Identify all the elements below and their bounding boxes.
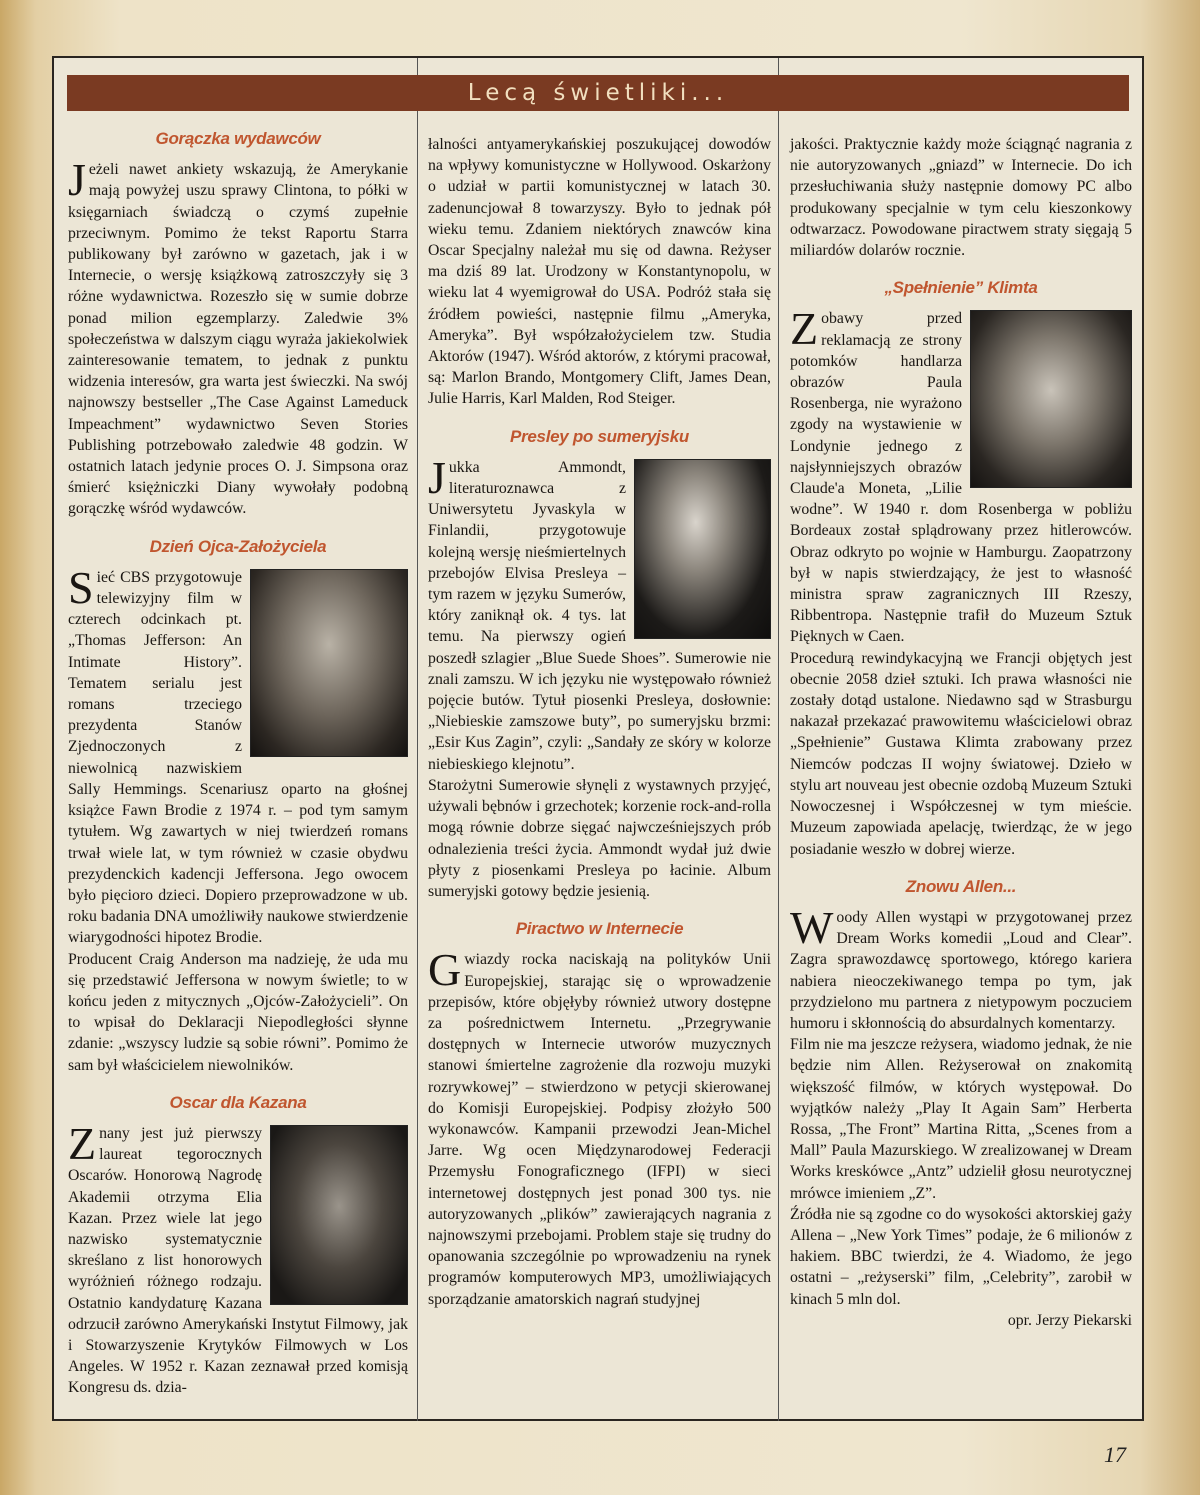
- drop-cap: J: [68, 154, 86, 206]
- heading-spelnienie-klimta: „Spełnienie” Klimta: [884, 278, 1038, 298]
- drop-cap: G: [428, 944, 462, 996]
- article-piractwo: [428, 944, 771, 1309]
- author-signature: opr. Jerzy Piekarski: [1007, 1311, 1132, 1329]
- article-text: wiazdy rocka naciskają na polityków Unii Europejskiej, starając się o wprowadzenie przepisów, które objęłyby również utwory dostępne za pośrednictwem Internetu. „Przegrywanie dostępnych w Internecie utworów muzycznych stanowi śmiertelne zagrożenie dla rozwoju muzyki rozrywkowej” – stwierdzono w petycji skierowanej do Komisji Europejskiej. Podpisy złożyło 500 wykonawców. Kampanii przewodzi Jean-Michel Jarre. Wg ocen Międzynarodowej Federacji Przemysłu Fonograficznego (IFPI) w sieci internetowej dostępnych jest ponad 300 tys. nie autoryzowanych „plików” zawierających nagrania z najnowszymi przebojami. Problem staje się trudny do opanowania szczególnie po wprowadzeniu na rynek programów komputerowych MP3, umożliwiających sporządzanie amatorskich nagrań studyjnej: [428, 951, 771, 1308]
- article-text: nany jest już pierwszy laureat tegorocznych Oscarów. Honorową Nagrodę Akademii otrzyma Elia Kazan. Przez wiele lat jego nazwisko systematycznie skreślano z list honorowych wyróżnień różnego rodzaju. Ostatnio kandydaturę Kazana odrzucił zarówno Amerykański Instytut Filmowy, jak i Stowarzyszenie Krytyków Filmowych w Los Angeles. W 1952 r. Kazan zeznawał przed komisją Kongresu ds. dzia-: [68, 1124, 408, 1397]
- column-divider: [778, 58, 779, 1421]
- jefferson-portrait-photo: [250, 569, 408, 757]
- heading-dzien-ojca-zalozyciela: Dzień Ojca-Założyciela: [149, 536, 327, 556]
- drop-cap: W: [790, 901, 834, 953]
- article-text: obawy przed reklamacją ze strony potomków handlarza obrazów Paula Rosenberga, nie wyrażono zgody na wystawienie w Londynie jednego z najsłynniejszych obrazów Claude'a Moneta, „Lilie wodne”. W 1940 r. dom Rosenberga w pobliżu Bordeaux został splądrowany przez hitlerowców. Obraz odkryto po wojnie w Hamburgu. Zaopatrzony był w napis stwierdzający, że jest to własność ministra spraw zagranicznych III Rzeszy, Ribbentropa. Następnie trafił do Muzeum Sztuk Pięknych w Caen.: [790, 310, 1132, 646]
- page-number: 17: [1104, 1442, 1126, 1467]
- article-continuation: jakości. Praktycznie każdy może ściągnąć nagrania z nie autoryzowanych „gniazd” w Internecie. Do ich przesłuchiwania służy następnie domowy PC albo produkowany specjalnie w tym celu kieszonkowy odtwarzacz. Powodowane piractwem straty sięgają 5 miliardów dolarów rocznie.: [790, 136, 1132, 260]
- article-text: ieć CBS przygotowuje telewizyjny film w czterech odcinkach pt. „Thomas Jefferson: An Intimate History”. Tematem serialu jest romans trzeciego prezydenta Stanów Zjednoczonych z niewolnicą nazwiskiem Sally Hemmings. Scenariusz oparto na głośnej książce Fawn Brodie z 1974 r. – pod tym samym tytułem. Wg zawartych w niej twierdzeń romans trwał wiele lat, w tym również w czasie obydwu prezydenckich kadencji Jeffersona. Jego owocem było pięcioro dzieci. Dopiero przeprowadzone w ub. roku badania DNA umożliwiły naukowe stwierdzenie wiarygodności hipotez Brodie.: [68, 568, 408, 947]
- portrait-photo: [970, 310, 1132, 488]
- section-banner: Lecą świetliki...: [67, 75, 1129, 111]
- drop-cap: Z: [68, 1117, 97, 1169]
- article-paragraph: Film nie ma jeszcze reżysera, wiadomo jednak, że nie będzie nim Allen. Reżyserował on znakomitą większość filmów, w których występował. Do wyjątków należy „Play It Again Sam” Herberta Rossa, „The Front” Martina Ritta, „Scenes from a Mall” Paula Mazurskiego. W zrealizowanej w Dream Works kreskówce „Antz” udzielił głosu neurotycznej mrówce imieniem „Z”.: [790, 1036, 1132, 1202]
- heading-goraczka-wydawcow: Gorączka wydawców: [155, 129, 321, 148]
- drop-cap: J: [428, 451, 446, 503]
- article-text: eżeli nawet ankiety wskazują, że Amerykanie mają powyżej uszu sprawy Clintona, to półki w księgarniach świadczą o czymś zupełnie przeciwnym. Pomimo że tekst Raportu Starra publikowany był zarówno w gazetach, jak i w Internecie, o wersję książkową zatroszczyły się 3 różne wydawnictwa. Rozeszło się w sumie dobrze ponad milion egzemplarzy. Zaledwie 3% społeczeństwa w dalszym ciągu wyraża jakiekolwiek zainteresowanie tematem, to jednak z punktu widzenia interesów, gra warta jest świeczki. Na swój najnowszy bestseller „The Case Against Lameduck Impeachment” wydawnictwo Seven Stories Publishing potrzebowało zaledwie 48 godzin. W ostatnich latach jedynie proces O. J. Simpsona oraz śmierć księżniczki Diany wywołały podobną gorączkę wśród wydawców.: [68, 161, 408, 518]
- column-divider: [417, 58, 418, 1421]
- presley-photo: [634, 459, 771, 639]
- article-text: oody Allen wystąpi w przygotowanej przez Dream Works komedii „Loud and Clear”. Zagra sprawozdawcę sportowego, którego kariera nabiera nieoczekiwanego tempa po tym, jak przydzielono mu partnera z nietypowym poczuciem humoru i skłonnością do absurdalnych komentarzy.: [790, 908, 1132, 1032]
- article-paragraph: Producent Craig Anderson ma nadzieję, że uda mu się przedstawić Jeffersona w nowym świetle; to w końcu jeden z mitycznych „Ojców-Założycieli”. On to wpisał do Deklaracji Niepodległości słynne zdanie: „wszyscy ludzie są sobie równi”. Pomimo że sam był właścicielem niewolników.: [68, 950, 408, 1074]
- article-continuation: łalności antyamerykańskiej poszukującej dowodów na wpływy komunistyczne w Hollywood. Oskarżony o udział w partii komunistycznej w latach 30. zadenuncjował 8 towarzyszy. Było to jednak pół wieku temu. Zdaniem niektórych znawców kina Oscar Specjalny należał mu się od dawna. Reżyser ma dziś 89 lat. Urodzony w Konstantynopolu, w wieku lat 4 wyemigrował do USA. Podróż stała się źródłem powieści, następnie filmu „Ameryka, Ameryka”. Był współzałożycielem tzw. Studia Aktorów (1947). Wśród aktorów, z którymi pracował, są: Marlon Brando, Montgomery Clift, James Dean, Julie Harris, Karl Malden, Rod Steiger.: [428, 136, 771, 408]
- heading-znowu-allen: Znowu Allen...: [905, 876, 1017, 896]
- article-paragraph: Procedurą rewindykacyjną we Francji objętych jest obecnie 2058 dzieł sztuki. Ich prawa własności nie zostały dotąd ustalone. Niedawno sąd w Strasburgu nakazał przekazać prawowitemu właścicielowi obraz „Spełnienie” Gustawa Klimta zrabowany przez Niemców podczas II wojny światowej. Dzieło w stylu art nouveau jest obecnie ozdobą Muzeum Sztuki Nowoczesnej i Współczesnej w tym mieście. Muzeum zapowiada apelację, twierdząc, że w jego posiadanie weszło w dobrej wierze.: [790, 649, 1132, 858]
- heading-presley-po-sumeryjsku: Presley po sumeryjsku: [510, 426, 689, 446]
- column-2: [428, 124, 771, 1310]
- heading-piractwo-w-internecie: Piractwo w Internecie: [515, 919, 684, 939]
- heading-oscar-dla-kazana: Oscar dla Kazana: [169, 1092, 307, 1112]
- article-znowu-allen: [790, 901, 1132, 1034]
- article-box: [52, 56, 1144, 1421]
- drop-cap: S: [68, 561, 94, 613]
- article-paragraph: Starożytni Sumerowie słynęli z wystawnych przyjęć, używali bębnów i grzechotek; korzenie rock-and-rolla mogą równie dobrze sięgać najwcześniejszych prób odnalezienia treści życia. Ammondt wydał już dwie płyty z piosenkami Presleya po łacinie. Album sumeryjski gotowy będzie jesienią.: [428, 776, 771, 900]
- kazan-portrait-photo: [270, 1125, 408, 1305]
- drop-cap: Z: [790, 303, 819, 355]
- article-text: ukka Ammondt, literaturoznawca z Uniwersytetu Jyvaskyla w Finlandii, przygotowuje kolejną wersję nieśmiertelnych przebojów Elvisa Presleya – tym razem w języku Sumerów, który zaniknął ok. 4 tys. lat temu. Na pierwszy ogień poszedł szlagier „Blue Suede Shoes”. Sumerowie nie znali zamszu. W ich języku nie występowało również pojęcie butów. Tytuł piosenki Presleya, dosłownie: „Niebieskie zamszowe buty”, po sumeryjsku brzmi: „Esir Kus Zagin”, czyli: „Sandały ze skóry w kolorze niebieskiego klejnotu”.: [428, 458, 771, 773]
- column-1: [68, 124, 408, 1399]
- column-3: [790, 124, 1132, 1331]
- article-goraczka-wydawcow: [68, 154, 408, 519]
- article-paragraph: Źródła nie są zgodne co do wysokości aktorskiej gaży Allena – „New York Times” podaje, że 6 milionów z hakiem. BBC twierdzi, że 4. Wiadomo, że jego ostatni – „reżyserski” film, „Celebrity”, zarobił w kinach 5 mln dol.: [790, 1205, 1132, 1308]
